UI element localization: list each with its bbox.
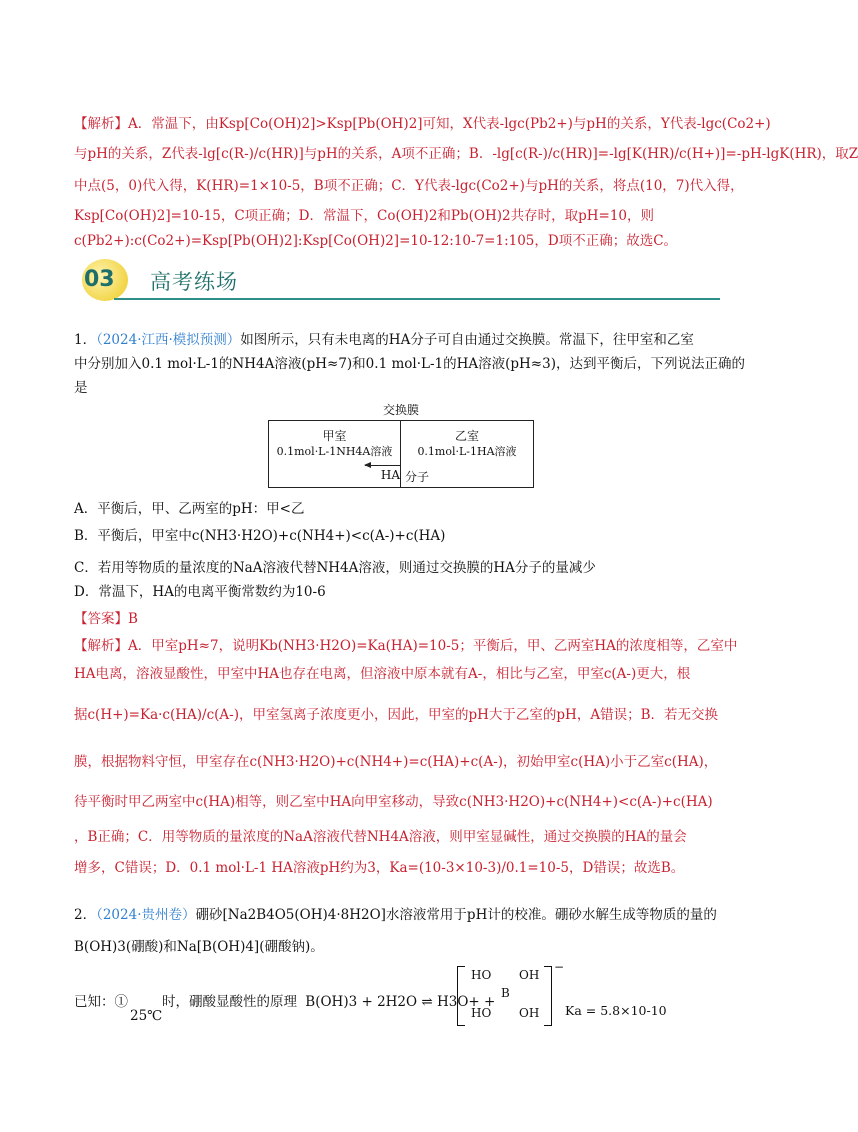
struct-ho-bottom: HO — [471, 1006, 492, 1020]
analysis-line-5: c(Pb2+):c(Co2+)=Ksp[Pb(OH)2]:Ksp[Co(OH)2]=10-12:10-7=1:105，D项不正确；故选C。 — [74, 233, 678, 249]
exchange-membrane-diagram — [268, 403, 534, 488]
section-banner — [74, 258, 720, 303]
q2-known-text: 时，硼酸显酸性的原理 — [162, 994, 297, 1010]
left-bracket — [457, 966, 465, 1026]
q2-ka-value: Ka = 5.8×10-10 — [565, 1003, 667, 1018]
borate-ion-structure — [457, 960, 565, 1026]
analysis-line-1: 【解析】A．常温下，由Ksp[Co(OH)2]>Ksp[Pb(OH)2]可知，X代表-lgc(Pb2+)与pH的关系，Y代表-lgc(Co2+) — [74, 116, 771, 132]
section-number: 03 — [84, 267, 115, 292]
q1-analysis-line-7: 增多，C错误；D．0.1 mol·L-1 HA溶液pH约为3，Ka=(10-3×10-3)/0.1=10-5，D错误；故选B。 — [74, 860, 685, 876]
q2-source: （2024·贵州卷） — [96, 907, 196, 923]
q2-known-prefix: 已知：① — [74, 994, 128, 1010]
arrow-label-molecule: 分子 — [405, 470, 430, 484]
section-divider — [114, 298, 720, 300]
q2-number: 2． — [74, 907, 97, 923]
q2-known-line — [74, 990, 496, 1010]
q1-analysis-line-4: 膜，根据物料守恒，甲室存在c(NH3·H2O)+c(NH4+)=c(HA)+c(A-)，初始甲室c(HA)小于乙室c(HA)， — [74, 754, 718, 770]
membrane-caption: 交换膜 — [382, 403, 419, 417]
analysis-line-4: Ksp[Co(OH)2]=10-15，C项正确；D．常温下，Co(OH)2和Pb(OH)2共存时，取pH=10，则 — [74, 208, 655, 224]
q1-stem-line-3: 是 — [74, 380, 88, 396]
analysis-line-2: 与pH的关系，Z代表-lg[c(R-)/c(HR)]与pH的关系，A项不正确；B．-lg[c(R-)/c(HR)]=-lg[K(HR)/c(H+)]=-pH-lgK(HR)，取Z — [74, 146, 858, 162]
q1-analysis-line-1: 【解析】A．甲室pH≈7，说明Kb(NH3·H2O)=Ka(HA)=10-5；平衡后，甲、乙两室HA的浓度相等，乙室中 — [74, 638, 738, 654]
right-chamber-name: 乙室 — [454, 429, 479, 443]
q1-stem-text: 如图所示，只有未电离的HA分子可自由通过交换膜。常温下，往甲室和乙室 — [240, 332, 694, 348]
q1-stem-line-2: 中分别加入0.1 mol·L-1的NH4A溶液(pH≈7)和0.1 mol·L-1的HA溶液(pH≈3)，达到平衡后，下列说法正确的 — [74, 356, 745, 372]
q1-option-a: A．平衡后，甲、乙两室的pH：甲<乙 — [74, 501, 305, 517]
q2-stem-text: 硼砂[Na2B4O5(OH)4·8H2O]水溶液常用于pH计的校准。硼砂水解生成等物质的量的 — [195, 907, 717, 923]
q1-stem-line-1 — [74, 328, 726, 348]
q1-option-d: D．常温下，HA的电离平衡常数约为10-6 — [74, 584, 326, 600]
q1-analysis-line-5: 待平衡时甲乙两室中c(HA)相等，则乙室中HA向甲室移动，导致c(NH3·H2O)+c(NH4+)<c(A-)+c(HA) — [74, 794, 713, 810]
q1-answer: 【答案】B — [74, 611, 138, 627]
section-title: 高考练场 — [150, 270, 238, 294]
struct-oh-top: OH — [519, 968, 540, 982]
q2-known-temp: 25℃ — [130, 1008, 163, 1024]
q1-analysis-line-6: ，B正确；C．用等物质的量浓度的NaA溶液代替NH4A溶液，则甲室显碱性，通过交换膜的HA的量会 — [74, 829, 687, 845]
struct-boron: B — [501, 986, 510, 1000]
arrow-label-ha: HA — [380, 468, 400, 482]
analysis-line-3: 中点(5，0)代入得，K(HR)=1×10-5，B项不正确；C．Y代表-lgc(Co2+)与pH的关系，将点(10，7)代入得， — [74, 178, 744, 194]
q2-stem-line-1 — [74, 903, 726, 923]
left-chamber-name: 甲室 — [322, 429, 347, 443]
right-chamber-solution: 0.1mol·L-1HA溶液 — [417, 445, 517, 458]
q2-equation: B(OH)3 + 2H2O ⇌ H3O+ + — [305, 994, 496, 1010]
q1-option-c: C．若用等物质的量浓度的NaA溶液代替NH4A溶液，则通过交换膜的HA分子的量减少 — [74, 560, 596, 576]
struct-charge: − — [554, 960, 565, 974]
right-bracket — [544, 966, 552, 1026]
q1-analysis-line-2: HA电离，溶液显酸性，甲室中HA也存在电离，但溶液中原本就有A-，相比与乙室，甲室c(A-)更大，根 — [74, 666, 691, 682]
q1-option-b: B．平衡后，甲室中c(NH3·H2O)+c(NH4+)<c(A-)+c(HA) — [74, 528, 446, 544]
q2-stem-line-2: B(OH)3(硼酸)和Na[B(OH)4](硼酸钠)。 — [74, 939, 324, 955]
struct-ho-top: HO — [471, 968, 492, 982]
q1-analysis-line-3: 据c(H+)=Ka·c(HA)/c(A-)，甲室氢离子浓度更小，因此，甲室的pH大于乙室的pH，A错误；B．若无交换 — [74, 707, 718, 723]
struct-oh-bottom: OH — [519, 1006, 540, 1020]
q1-source: （2024·江西·模拟预测） — [96, 332, 241, 348]
left-chamber-solution: 0.1mol·L-1NH4A溶液 — [276, 445, 393, 458]
q1-number: 1． — [74, 332, 97, 348]
